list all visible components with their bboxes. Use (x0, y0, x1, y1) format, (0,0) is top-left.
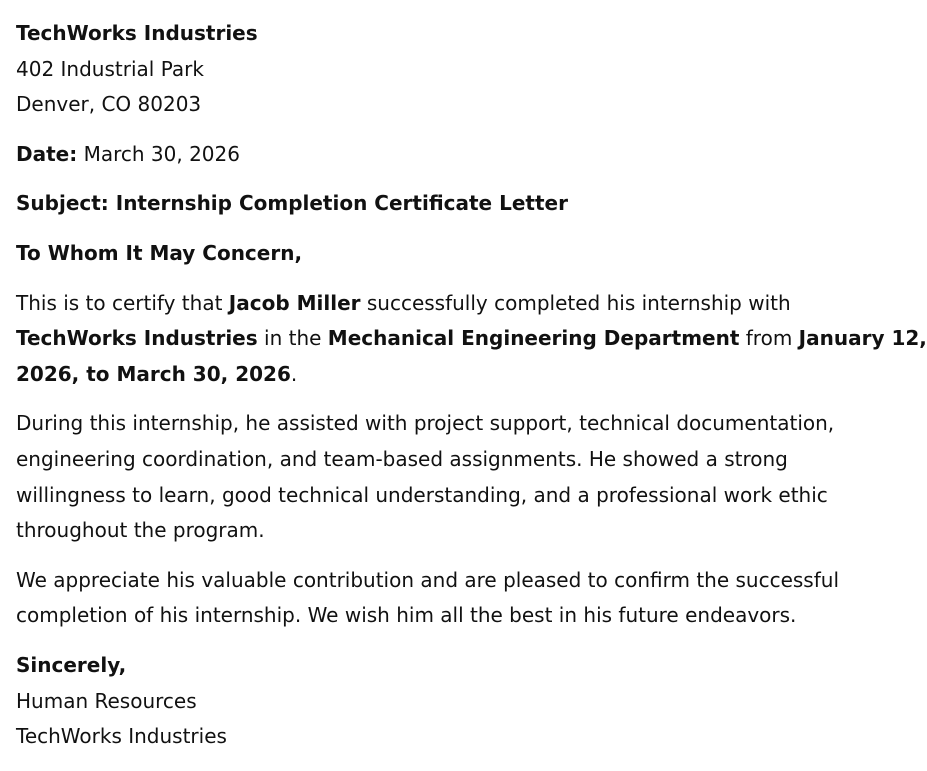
valediction: Sincerely, (16, 652, 127, 677)
signer-department: Human Resources (16, 688, 197, 713)
closing-block (16, 648, 884, 755)
date-line (16, 137, 884, 173)
salutation: To Whom It May Concern, (16, 240, 303, 265)
paragraph-appreciation (16, 563, 884, 634)
paragraph-line: throughout the program. (16, 518, 265, 543)
paragraph-line: TechWorks Industries in the Mechanical Engineering Department from January 12, (16, 326, 927, 351)
paragraph-line: willingness to learn, good technical understanding, and a professional work ethic (16, 482, 828, 507)
signer-company: TechWorks Industries (16, 724, 227, 749)
paragraph-line: We appreciate his valuable contribution and are pleased to confirm the successful (16, 567, 839, 592)
sender-block (16, 16, 884, 123)
sender-city: Denver, CO 80203 (16, 92, 202, 117)
date-value: March 30, 2026 (77, 141, 240, 166)
paragraph-line: During this internship, he assisted with project support, technical documentation, (16, 411, 835, 436)
paragraph-certification (16, 286, 927, 393)
paragraph-line: 2026, to March 30, 2026. (16, 361, 298, 386)
date-range: 2026, to March 30, 2026 (16, 361, 291, 386)
paragraph-line: This is to certify that Jacob Miller successfully completed his internship with (16, 290, 791, 315)
subject-line: Subject: Internship Completion Certificate Letter (16, 191, 568, 216)
company-name: TechWorks Industries (16, 326, 258, 351)
date-label: Date: (16, 141, 78, 166)
paragraph-duties (16, 406, 884, 548)
sender-street: 402 Industrial Park (16, 56, 204, 81)
paragraph-line: engineering coordination, and team-based assignments. He showed a strong (16, 446, 788, 471)
department-name: Mechanical Engineering Department (327, 326, 740, 351)
intern-name: Jacob Miller (228, 290, 361, 315)
sender-company: TechWorks Industries (16, 21, 258, 45)
start-date: January 12, (798, 326, 927, 351)
paragraph-line: completion of his internship. We wish him all the best in his future endeavors. (16, 603, 797, 628)
